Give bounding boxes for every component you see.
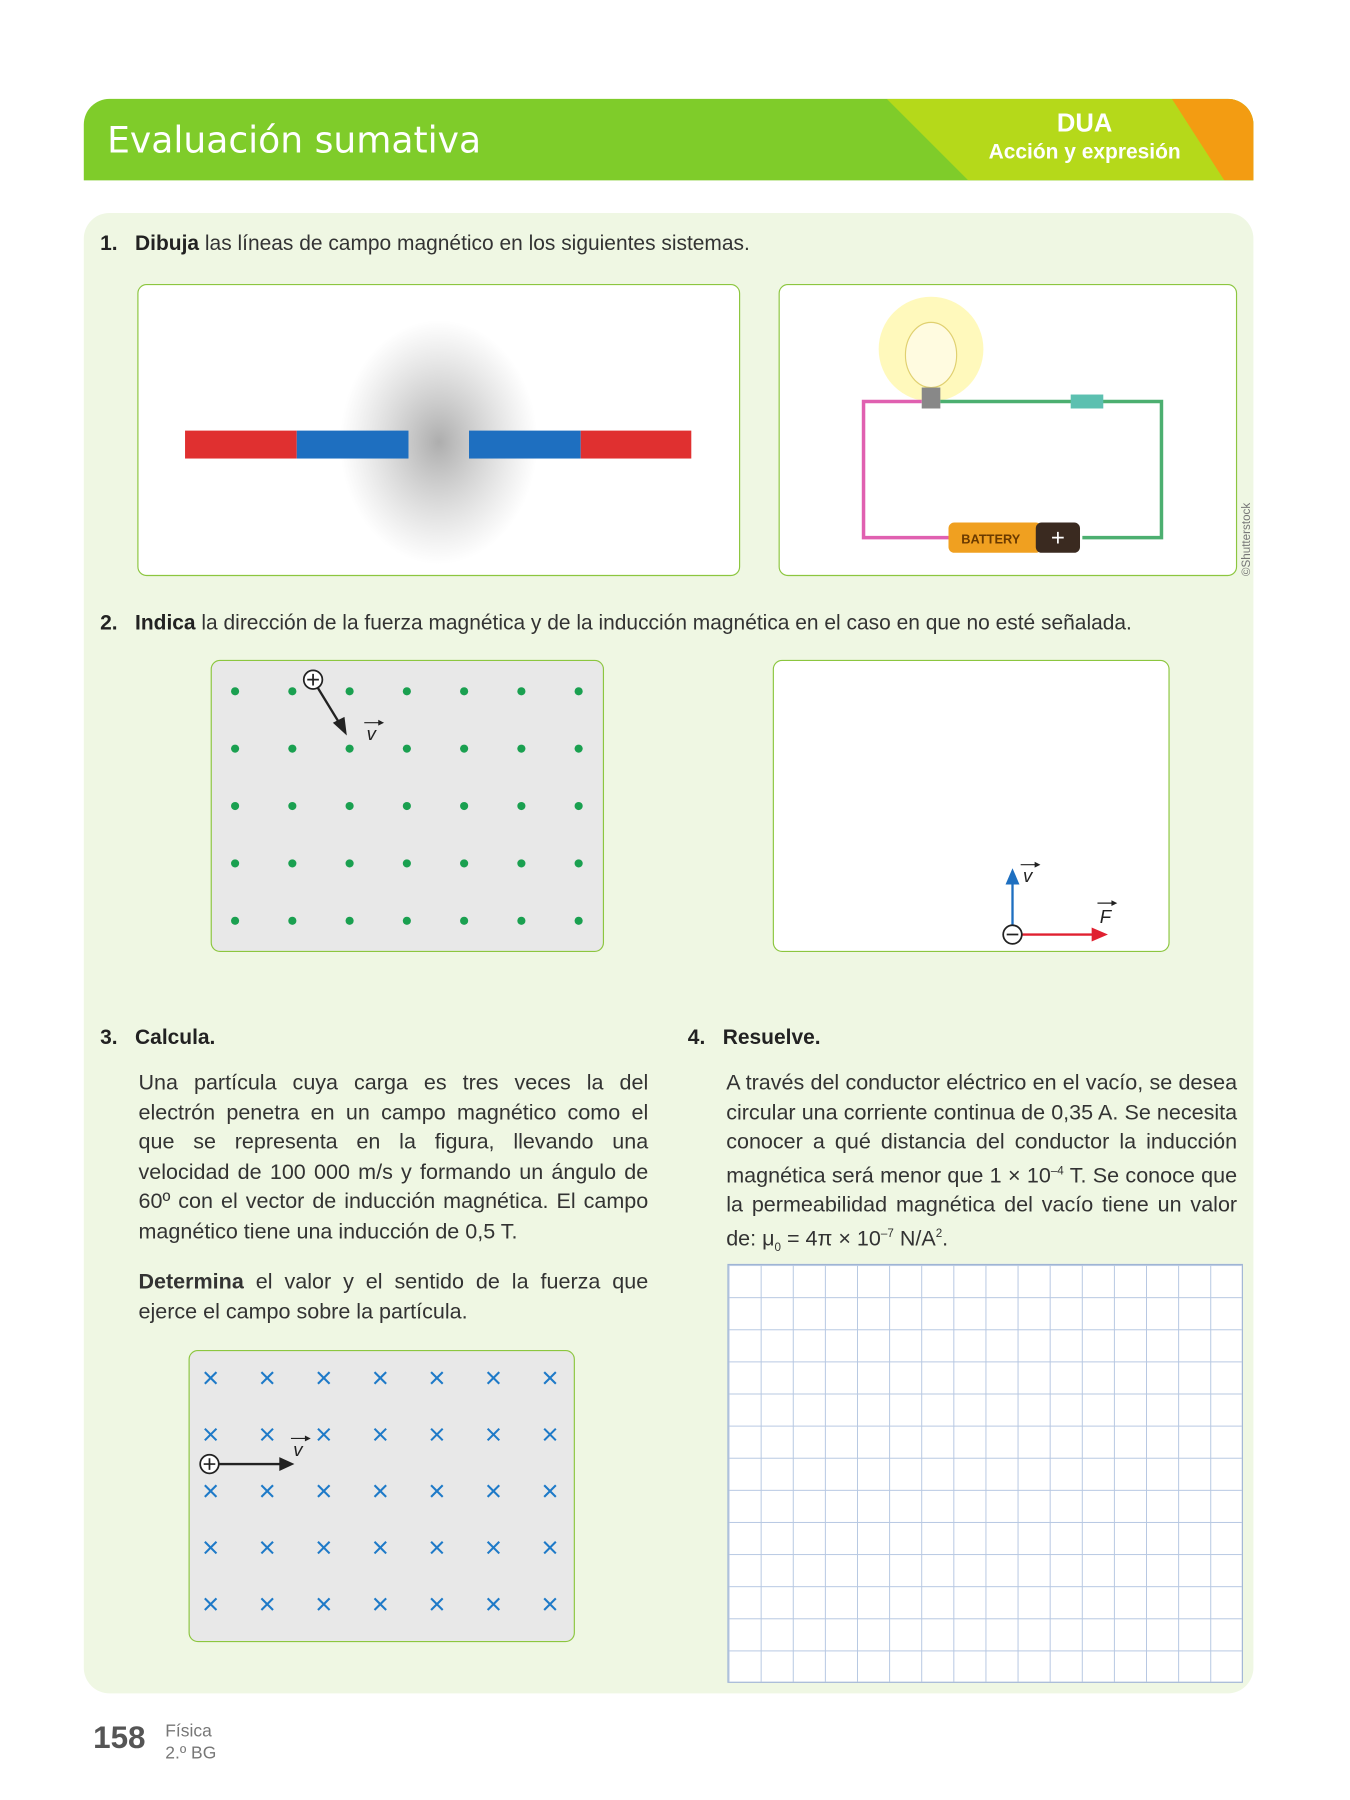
field-cross [375,1485,387,1497]
field-dot [288,859,296,867]
field-cross [205,1429,217,1441]
field-cross [261,1598,273,1610]
velocity-label: v [293,1438,303,1460]
field-cross [488,1598,500,1610]
field-cross [375,1429,387,1441]
photo-credit: ©Shutterstock [1240,502,1254,577]
field-dot [346,687,354,695]
crosses-field [190,1351,574,1641]
field-cross [431,1429,443,1441]
field-dot [517,859,525,867]
circuit-illustration [780,285,1236,575]
q1-verb: Dibuja [135,231,200,255]
field-cross [488,1485,500,1497]
dua-sublabel: Acción y expresión [988,139,1181,163]
field-cross [431,1542,443,1554]
field-dot [575,687,583,695]
field-dot [460,687,468,695]
vectors [774,661,1169,951]
field-dot [403,917,411,925]
field-cross [544,1485,556,1497]
answer-grid[interactable] [727,1264,1243,1683]
field-dot [288,802,296,810]
positive-charge-icon [304,670,323,689]
field-dot [575,745,583,753]
field-dot [575,802,583,810]
field-dot [403,687,411,695]
field-cross [431,1485,443,1497]
field-cross [431,1372,443,1384]
field-dot [575,917,583,925]
field-dot [460,859,468,867]
field-dot [517,917,525,925]
field-cross [261,1429,273,1441]
field-dot [460,745,468,753]
field-dot [231,917,239,925]
bar-magnets-image [137,284,740,576]
q3-instruction: Determina el valor y el sentido de la fuerza que ejerce el campo sobre la partícula. [138,1268,649,1323]
field-into-page-diagram [189,1350,575,1642]
field-dot [346,745,354,753]
field-cross [488,1429,500,1441]
field-dot [403,859,411,867]
dots-field [212,661,603,951]
q1-text: las líneas de campo magnético en los siguientes sistemas. [199,231,750,255]
field-cross [544,1542,556,1554]
field-cross [431,1598,443,1610]
field-cross [375,1542,387,1554]
question-3: 3. Calcula. [100,1025,216,1049]
field-dot [460,917,468,925]
q2-text: la dirección de la fuerza magnética y de la inducción magnética en el caso en que no esté señalada. [195,610,1132,635]
dua-badge [968,108,1201,164]
section-header [84,99,1254,180]
field-cross [261,1542,273,1554]
field-cross [318,1372,330,1384]
field-cross [205,1542,217,1554]
section-title: Evaluación sumativa [107,119,482,162]
field-cross [544,1429,556,1441]
q4-title: Resuelve. [722,1025,821,1049]
subject: Física [165,1721,212,1742]
field-dot [231,745,239,753]
field-dot [517,687,525,695]
dua-label: DUA [1056,108,1113,138]
positive-charge-icon [200,1455,219,1474]
circuit-image [779,284,1238,576]
field-cross [261,1485,273,1497]
velocity-label: v [366,723,376,745]
field-dot [346,802,354,810]
field-cross [488,1542,500,1554]
page-number: 158 [93,1720,146,1756]
field-cross [318,1429,330,1441]
field-dot [288,745,296,753]
field-dot [403,745,411,753]
field-dot [288,687,296,695]
bar-magnets-illustration [138,285,739,575]
field-dot [575,859,583,867]
grade: 2.º BG [165,1743,217,1764]
field-dot [460,802,468,810]
field-cross [205,1598,217,1610]
q2-verb: Indica [135,610,196,635]
field-out-of-page-diagram [211,660,604,952]
negative-charge-icon [1003,925,1022,944]
q3-paragraph: Una partícula cuya carga es tres veces la del electrón penetra en un campo magnético como el que se representa en la figura, llevando una velocidad de 100 000 m/s y formando un ángulo de 60º con el vector de inducción magnética. El campo magnético tiene una inducción de 0,5 T. [138,1069,649,1243]
question-1: 1. Dibuja las líneas de campo magnético en los siguientes sistemas. [100,231,750,255]
field-cross [544,1598,556,1610]
field-dot [517,802,525,810]
velocity-label: v [1022,865,1033,887]
force-velocity-diagram [773,660,1170,952]
field-cross [318,1598,330,1610]
field-cross [544,1372,556,1384]
field-cross [205,1372,217,1384]
field-cross [318,1542,330,1554]
force-label: F [1099,905,1112,927]
field-cross [261,1372,273,1384]
field-dot [517,745,525,753]
q3-title: Calcula. [135,1025,216,1049]
question-2: 2. Indica la dirección de la fuerza magnética y de la inducción magnética en el caso en que no esté señalada. [100,610,1132,635]
q4-paragraph: A través del conductor eléctrico en el vacío, se desea circular una corriente continua de 0,35 A. Se necesita conocer a qué distancia del conductor la inducción magnética será menor que $1 \times 10^{-4}$ T. Se conoce que la permeabilidad magnética del vacío tiene un valor de: $\mu_0 = 4\pi \times 10^{-7}$ $N/A^2$. [726,1069,1238,1254]
field-cross [488,1372,500,1384]
question-4: 4. Resuelve. [687,1025,821,1049]
field-dot [346,859,354,867]
field-dot [231,687,239,695]
field-dot [288,917,296,925]
field-dot [231,859,239,867]
battery-label: BATTERY [961,531,1021,547]
field-cross [375,1598,387,1610]
field-dot [231,802,239,810]
field-dot [346,917,354,925]
field-cross [318,1485,330,1497]
field-cross [205,1485,217,1497]
field-dot [403,802,411,810]
field-cross [375,1372,387,1384]
